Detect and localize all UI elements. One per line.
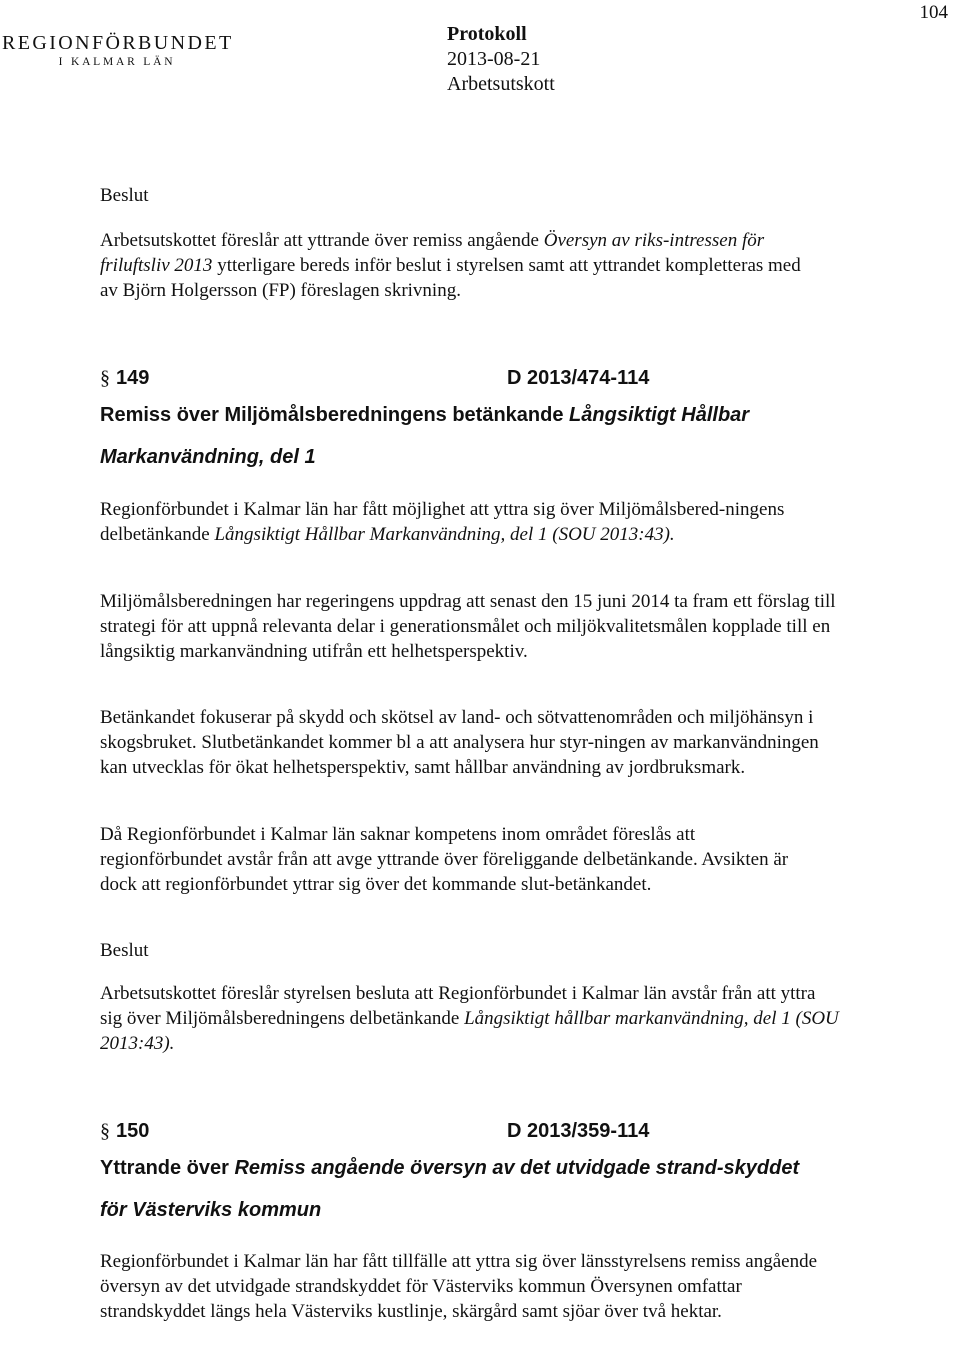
header-title: Protokoll <box>447 23 527 45</box>
prev-decision-text <box>100 228 805 303</box>
section-150-heading <box>100 1120 650 1143</box>
prev-decision-italic: Översyn av riks-intressen för friluftsliv 2013 <box>100 230 765 276</box>
section-149-decision-label: Beslut <box>100 940 149 961</box>
prev-decision <box>100 183 840 208</box>
paragraph-sign: § <box>100 1120 110 1142</box>
logo-line2: I KALMAR LÄN <box>58 56 176 68</box>
prev-decision-body <box>100 228 805 303</box>
section-149-p3 <box>100 705 840 780</box>
section-149-p3-text: Betänkandet fokuserar på skydd och skötsel av land- och sötvattenområden och miljöhänsyn i skogsbruket. Slutbetänkandet kommer bl a att analysera hur styr-ningen av markanvändningen kan utvecklas för ökat helhetsperspektiv, samt hållbar användning av jordbruksmark. <box>100 707 819 778</box>
section-149-decision-text: Arbetsutskottet föreslår styrelsen besluta att Regionförbundet i Kalmar län avstår från att yttra sig över Miljömålsberedningens delbetänkande <box>100 983 816 1029</box>
section-149-p4-text: Då Regionförbundet i Kalmar län saknar kompetens inom området föreslås att regionförbundet avstår från att avge yttrande över föreliggande delbetänkande. Avsikten är dock att regionförbundet yttrar sig över det kommande slut-betänkandet. <box>100 824 789 895</box>
section-150-title-normal: Yttrande över <box>100 1157 235 1179</box>
section-149-p1-text: Regionförbundet i Kalmar län har fått möjlighet att yttra sig över Miljömålsbered-ningens delbetänkande <box>100 499 785 545</box>
prev-decision-text-2: ytterligare bereds inför beslut i styrelsen samt att yttrandet kompletteras med av Björn Holgersson (FP) föreslagen skrivning. <box>100 255 801 301</box>
section-149-decision-label-wrap <box>100 938 840 963</box>
section-149-p2 <box>100 589 840 664</box>
document-header <box>447 22 555 97</box>
section-150-diary-number: D 2013/359-114 <box>507 1120 650 1142</box>
section-149-title-normal: Remiss över Miljömålsberedningens betänkande <box>100 404 570 426</box>
section-150-p1 <box>100 1249 840 1324</box>
section-150-number: 150 <box>116 1120 150 1142</box>
regionforbundet-logo <box>2 32 232 69</box>
section-149-p1-italic: Långsiktigt Hållbar Markanvändning, del 1 (SOU 2013:43). <box>214 524 675 545</box>
section-150-title-italic: Remiss angående översyn av det utvidgade strand-skyddet för Västerviks kommun <box>100 1157 800 1221</box>
section-149-heading <box>100 367 650 390</box>
section-149-p4 <box>100 822 820 897</box>
section-149-p1 <box>100 497 840 547</box>
page-number: 104 <box>919 2 948 23</box>
header-date: 2013-08-21 <box>447 48 541 70</box>
section-149-title <box>100 394 850 478</box>
logo-line1: REGIONFÖRBUNDET <box>2 32 234 54</box>
section-149-diary-number: D 2013/474-114 <box>507 367 650 389</box>
prev-decision-label: Beslut <box>100 185 149 206</box>
header-committee: Arbetsutskott <box>447 73 555 95</box>
paragraph-sign: § <box>100 367 110 389</box>
section-149-decision <box>100 981 840 1056</box>
section-150-p1-text: Regionförbundet i Kalmar län har fått tillfälle att yttra sig över länsstyrelsens remiss angående översyn av det utvidgade strandskyddet för Västerviks kommun Översynen omfattar strandskyddet längs hela Västerviks kustlinje, skärgård samt sjöar över två hektar. <box>100 1251 818 1322</box>
prev-decision-text-1: Arbetsutskottet föreslår att yttrande över remiss angående <box>100 230 544 251</box>
section-149-number: 149 <box>116 367 150 389</box>
section-149-title-italic: Långsiktigt Hållbar Markanvändning, del 1 <box>100 404 750 468</box>
section-149-p2-text: Miljömålsberedningen har regeringens uppdrag att senast den 15 juni 2014 ta fram ett förslag till strategi för att uppnå relevanta delar i generationsmålet och miljökvalitetsmålen kopplade till en långsiktig markanvändning utifrån ett helhetsperspektiv. <box>100 591 836 662</box>
section-150-title <box>100 1147 820 1231</box>
section-149-decision-italic: Långsiktigt hållbar markanvändning, del 1 (SOU 2013:43). <box>100 1008 839 1054</box>
